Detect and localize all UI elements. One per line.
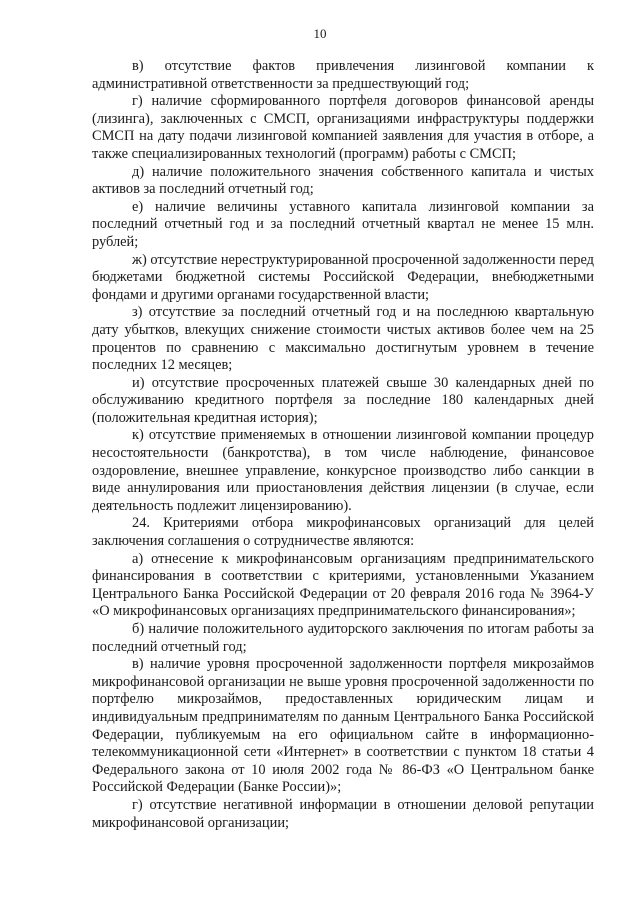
paragraph-item-v-2: в) наличие уровня просроченной задолженности портфеля микрозаймов микрофинансовой организации не выше уровня просроченной задолженности по портфелю микрозаймов, предоставленных юридическим лицам и индивидуальным предпринимателям по данным Центрального Банка Российской Федерации, публикуемым на его официальном сайте в информационно-телекоммуникационной сети «Интернет» в соответствии с пунктом 18 статьи 4 Федерального закона от 10 июля 2002 года № 86-ФЗ «О Центральном банке Российской Федерации (Банке России)»; bbox=[92, 656, 594, 796]
paragraph-item-k: к) отсутствие применяемых в отношении лизинговой компании процедур несостоятельности (банкротства), в том числе наблюдение, финансовое оздоровление, внешнее управление, конкурсное производство либо санкции в виде аннулирования или приостановления действия лицензии (в случае, если деятельность подлежит лицензированию). bbox=[92, 427, 594, 514]
page-number: 10 bbox=[313, 26, 327, 41]
paragraph-item-v: в) отсутствие фактов привлечения лизинговой компании к административной ответственности за предшествующий год; bbox=[92, 58, 594, 92]
paragraph-item-z: з) отсутствие за последний отчетный год и на последнюю квартальную дату убытков, влекущих снижение стоимости чистых активов более чем на 25 процентов по сравнению с максимально достигнутым уровнем в течение последних 12 месяцев; bbox=[92, 304, 594, 374]
paragraph-item-g-2: г) отсутствие негативной информации в отношении деловой репутации микрофинансовой организации; bbox=[92, 796, 594, 831]
paragraph-item-g: г) наличие сформированного портфеля договоров финансовой аренды (лизинга), заключенных с СМСП, организациями инфраструктуры поддержки СМСП на дату подачи лизинговой компанией заявления для участия в отборе, а также специализированных технологий (программ) работы с СМСП; bbox=[92, 93, 594, 162]
paragraph-item-i: и) отсутствие просроченных платежей свыше 30 календарных дней по обслуживанию кредитного портфеля за последние 180 календарных дней (положительная кредитная история); bbox=[92, 374, 594, 426]
paragraph-item-d: д) наличие положительного значения собственного капитала и чистых активов за последний отчетный год; bbox=[92, 163, 594, 198]
paragraph-item-zh: ж) отсутствие нереструктурированной просроченной задолженности перед бюджетами бюджетной системы Российской Федерации, внебюджетными фондами и другими органами государственной власти; bbox=[92, 251, 595, 303]
paragraph-item-e: е) наличие величины уставного капитала лизинговой компании за последний отчетный год и за последний отчетный квартал не менее 15 млн. рублей; bbox=[92, 198, 594, 250]
paragraph-item-b: б) наличие положительного аудиторского заключения по итогам работы за последний отчетный год; bbox=[92, 621, 594, 655]
document-body bbox=[92, 58, 594, 832]
paragraph-section-24: 24. Критериями отбора микрофинансовых организаций для целей заключения соглашения о сотрудничестве являются: bbox=[92, 515, 594, 550]
paragraph-item-a: а) отнесение к микрофинансовым организациям предпринимательского финансирования в соответствии с критериями, установленными Указанием Центрального Банка Российской Федерации от 20 февраля 2016 года № 3964-У «О микрофинансовых организациях предпринимательского финансирования»; bbox=[92, 550, 594, 620]
